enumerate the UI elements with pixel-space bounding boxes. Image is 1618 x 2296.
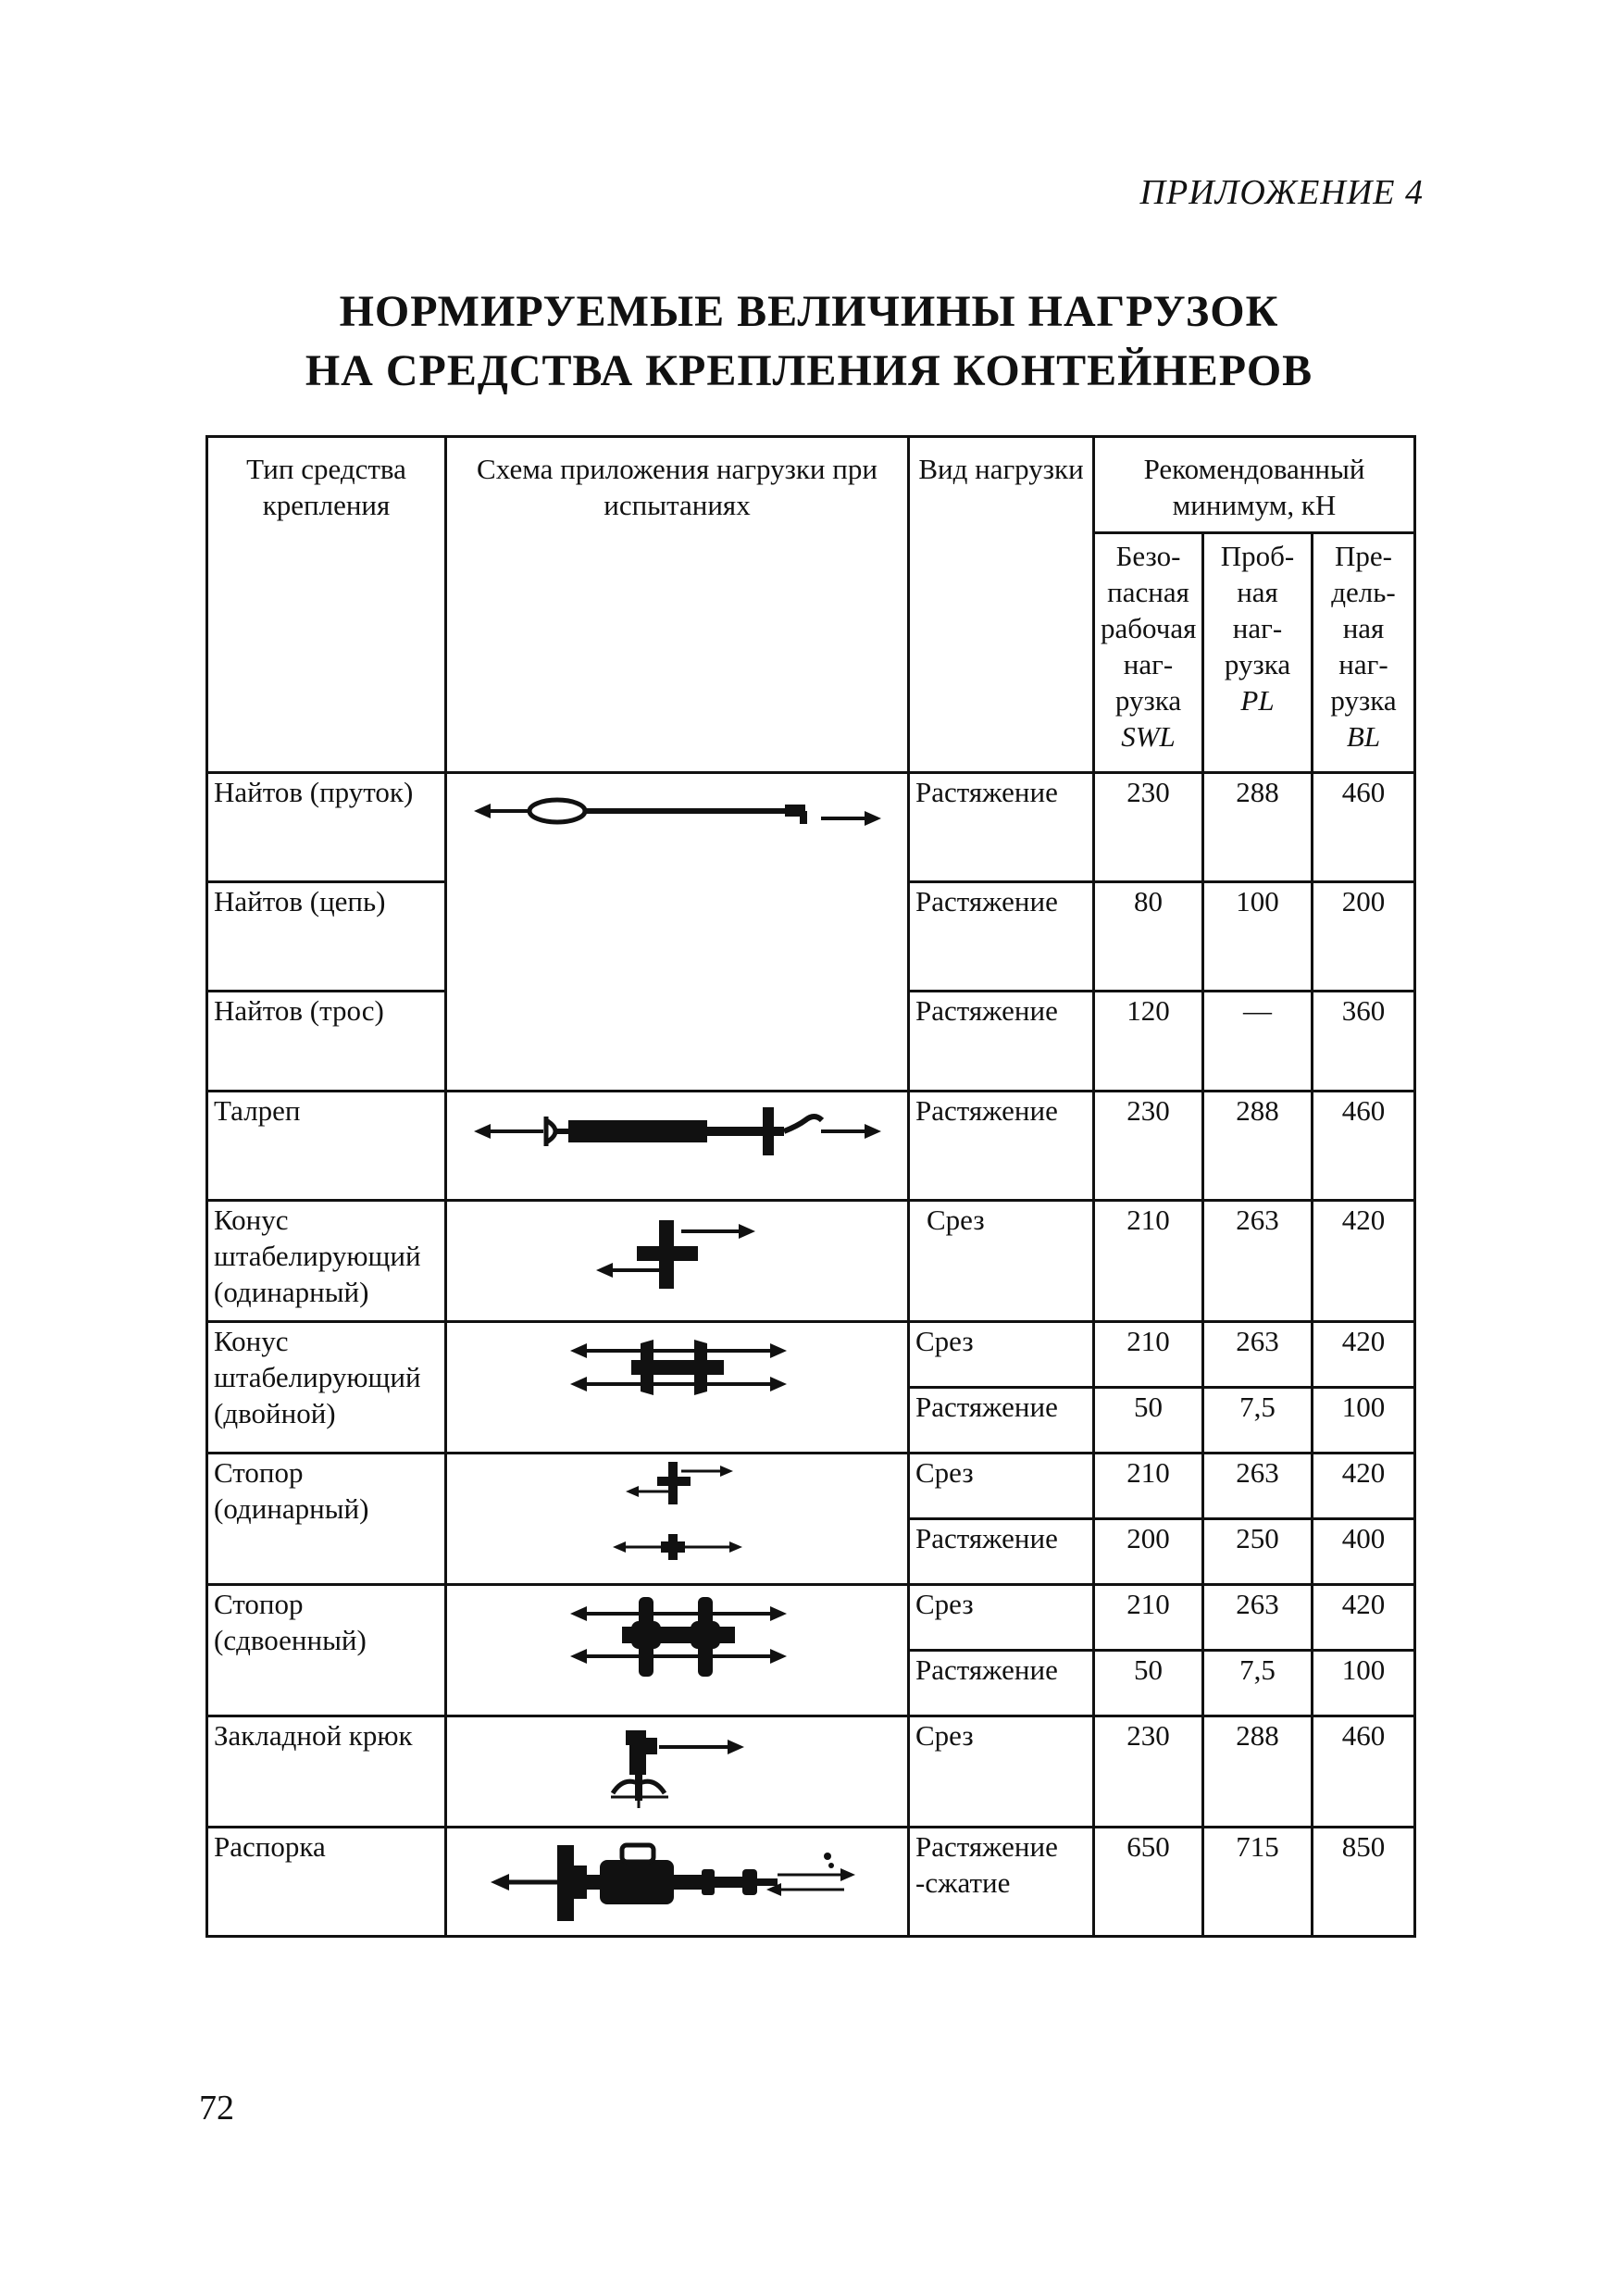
double-cone-diagram xyxy=(446,1322,909,1454)
table-row xyxy=(207,1716,1415,1828)
cell-load: Растяжение xyxy=(909,773,1094,882)
header-bl-abbr: BL xyxy=(1346,720,1381,753)
cell-type: Распорка xyxy=(207,1828,446,1937)
table-row xyxy=(207,1201,1415,1322)
cell-bl: 850 xyxy=(1313,1828,1415,1937)
cell-bl: 460 xyxy=(1313,773,1415,882)
cell-swl: 210 xyxy=(1094,1454,1203,1519)
header-pl xyxy=(1203,533,1313,773)
cell-type: Стопор (сдвоенный) xyxy=(207,1585,446,1716)
cell-pl: 100 xyxy=(1203,882,1313,992)
cell-bl: 460 xyxy=(1313,1092,1415,1201)
cell-pl: 288 xyxy=(1203,773,1313,882)
page-number: 72 xyxy=(199,2089,234,2128)
cell-swl: 120 xyxy=(1094,992,1203,1092)
cell-pl: 288 xyxy=(1203,1092,1313,1201)
cell-load: Растяжение xyxy=(909,1092,1094,1201)
cell-load: Растяжение xyxy=(909,882,1094,992)
cell-type: Найтов (трос) xyxy=(207,992,446,1092)
table-row xyxy=(207,1454,1415,1519)
single-cone-diagram xyxy=(446,1201,909,1322)
lashing-diagram-icon xyxy=(465,774,890,848)
turnbuckle-diagram-icon xyxy=(465,1092,890,1167)
cell-type: Конус штабелирующий (одинарный) xyxy=(207,1201,446,1322)
cell-type: Стопор (одинарный) xyxy=(207,1454,446,1585)
cell-swl: 50 xyxy=(1094,1388,1203,1454)
cell-swl: 210 xyxy=(1094,1322,1203,1388)
twin-lock-diagram-icon xyxy=(566,1586,789,1688)
cell-pl: 263 xyxy=(1203,1322,1313,1388)
double-cone-diagram-icon xyxy=(566,1323,789,1416)
header-bl xyxy=(1313,533,1415,773)
header-pl-text: Проб-ная наг-рузка xyxy=(1220,540,1295,680)
cell-load: Срез xyxy=(909,1716,1094,1828)
cell-bl: 100 xyxy=(1313,1651,1415,1716)
single-lock-diagram xyxy=(446,1454,909,1585)
cell-swl: 230 xyxy=(1094,1092,1203,1201)
table-row xyxy=(207,1828,1415,1937)
cell-bl: 420 xyxy=(1313,1322,1415,1388)
table-row xyxy=(207,1092,1415,1201)
table-row xyxy=(207,773,1415,882)
cell-load: Срез xyxy=(909,1201,1094,1322)
strut-diagram xyxy=(446,1828,909,1937)
cell-load: Растяжение xyxy=(909,1388,1094,1454)
hook-diagram xyxy=(446,1716,909,1828)
single-cone-diagram-icon xyxy=(585,1202,770,1294)
cell-pl: 263 xyxy=(1203,1201,1313,1322)
appendix-label: ПРИЛОЖЕНИЕ 4 xyxy=(1139,173,1424,212)
cell-type: Конус штабелирующий (двойной) xyxy=(207,1322,446,1454)
cell-type: Найтов (цепь) xyxy=(207,882,446,992)
header-row-main xyxy=(207,437,1415,533)
cell-pl: 288 xyxy=(1203,1716,1313,1828)
cell-pl: 715 xyxy=(1203,1828,1313,1937)
loads-table xyxy=(205,435,1416,1938)
table-row xyxy=(207,1585,1415,1651)
cell-swl: 230 xyxy=(1094,1716,1203,1828)
cell-swl: 200 xyxy=(1094,1519,1203,1585)
title-line-1: НОРМИРУЕМЫЕ ВЕЛИЧИНЫ НАГРУЗОК xyxy=(339,287,1279,336)
header-scheme: Схема приложения нагрузки при испытаниях xyxy=(446,437,909,773)
cell-bl: 420 xyxy=(1313,1201,1415,1322)
header-load: Вид нагрузки xyxy=(909,437,1094,773)
hook-diagram-icon xyxy=(594,1717,761,1810)
cell-bl: 360 xyxy=(1313,992,1415,1092)
cell-pl: 7,5 xyxy=(1203,1388,1313,1454)
turnbuckle-diagram xyxy=(446,1092,909,1201)
cell-load: Срез xyxy=(909,1585,1094,1651)
cell-bl: 420 xyxy=(1313,1585,1415,1651)
header-recommended: Рекомендованный минимум, кН xyxy=(1094,437,1415,533)
cell-pl: 250 xyxy=(1203,1519,1313,1585)
cell-swl: 210 xyxy=(1094,1201,1203,1322)
cell-load: Срез xyxy=(909,1322,1094,1388)
header-swl xyxy=(1094,533,1203,773)
cell-load: Растяжение xyxy=(909,992,1094,1092)
header-swl-abbr: SWL xyxy=(1121,720,1176,753)
cell-type: Закладной крюк xyxy=(207,1716,446,1828)
cell-swl: 50 xyxy=(1094,1651,1203,1716)
cell-bl: 200 xyxy=(1313,882,1415,992)
cell-type: Талреп xyxy=(207,1092,446,1201)
cell-swl: 80 xyxy=(1094,882,1203,992)
cell-pl: — xyxy=(1203,992,1313,1092)
strut-diagram-icon xyxy=(483,1828,872,1930)
cell-bl: 100 xyxy=(1313,1388,1415,1454)
lashing-diagram xyxy=(446,773,909,1092)
single-lock-diagram-icon xyxy=(585,1454,770,1575)
table-row xyxy=(207,1322,1415,1388)
cell-pl: 7,5 xyxy=(1203,1651,1313,1716)
cell-pl: 263 xyxy=(1203,1454,1313,1519)
cell-swl: 210 xyxy=(1094,1585,1203,1651)
header-swl-text: Безо-пасная рабочая наг-рузка xyxy=(1101,540,1197,717)
header-bl-text: Пре-дель-ная наг-рузка xyxy=(1330,540,1397,717)
cell-load: Растяжение xyxy=(909,1651,1094,1716)
cell-bl: 460 xyxy=(1313,1716,1415,1828)
cell-load: Срез xyxy=(909,1454,1094,1519)
cell-load: Растяжение -сжатие xyxy=(909,1828,1094,1937)
twin-lock-diagram xyxy=(446,1585,909,1716)
header-pl-abbr: PL xyxy=(1240,684,1275,717)
header-type: Тип средства крепления xyxy=(207,437,446,773)
cell-load: Растяжение xyxy=(909,1519,1094,1585)
cell-bl: 420 xyxy=(1313,1454,1415,1519)
page-title xyxy=(0,282,1618,401)
cell-bl: 400 xyxy=(1313,1519,1415,1585)
cell-swl: 230 xyxy=(1094,773,1203,882)
cell-type: Найтов (пруток) xyxy=(207,773,446,882)
cell-swl: 650 xyxy=(1094,1828,1203,1937)
title-line-2: НА СРЕДСТВА КРЕПЛЕНИЯ КОНТЕЙНЕРОВ xyxy=(305,346,1313,395)
cell-pl: 263 xyxy=(1203,1585,1313,1651)
